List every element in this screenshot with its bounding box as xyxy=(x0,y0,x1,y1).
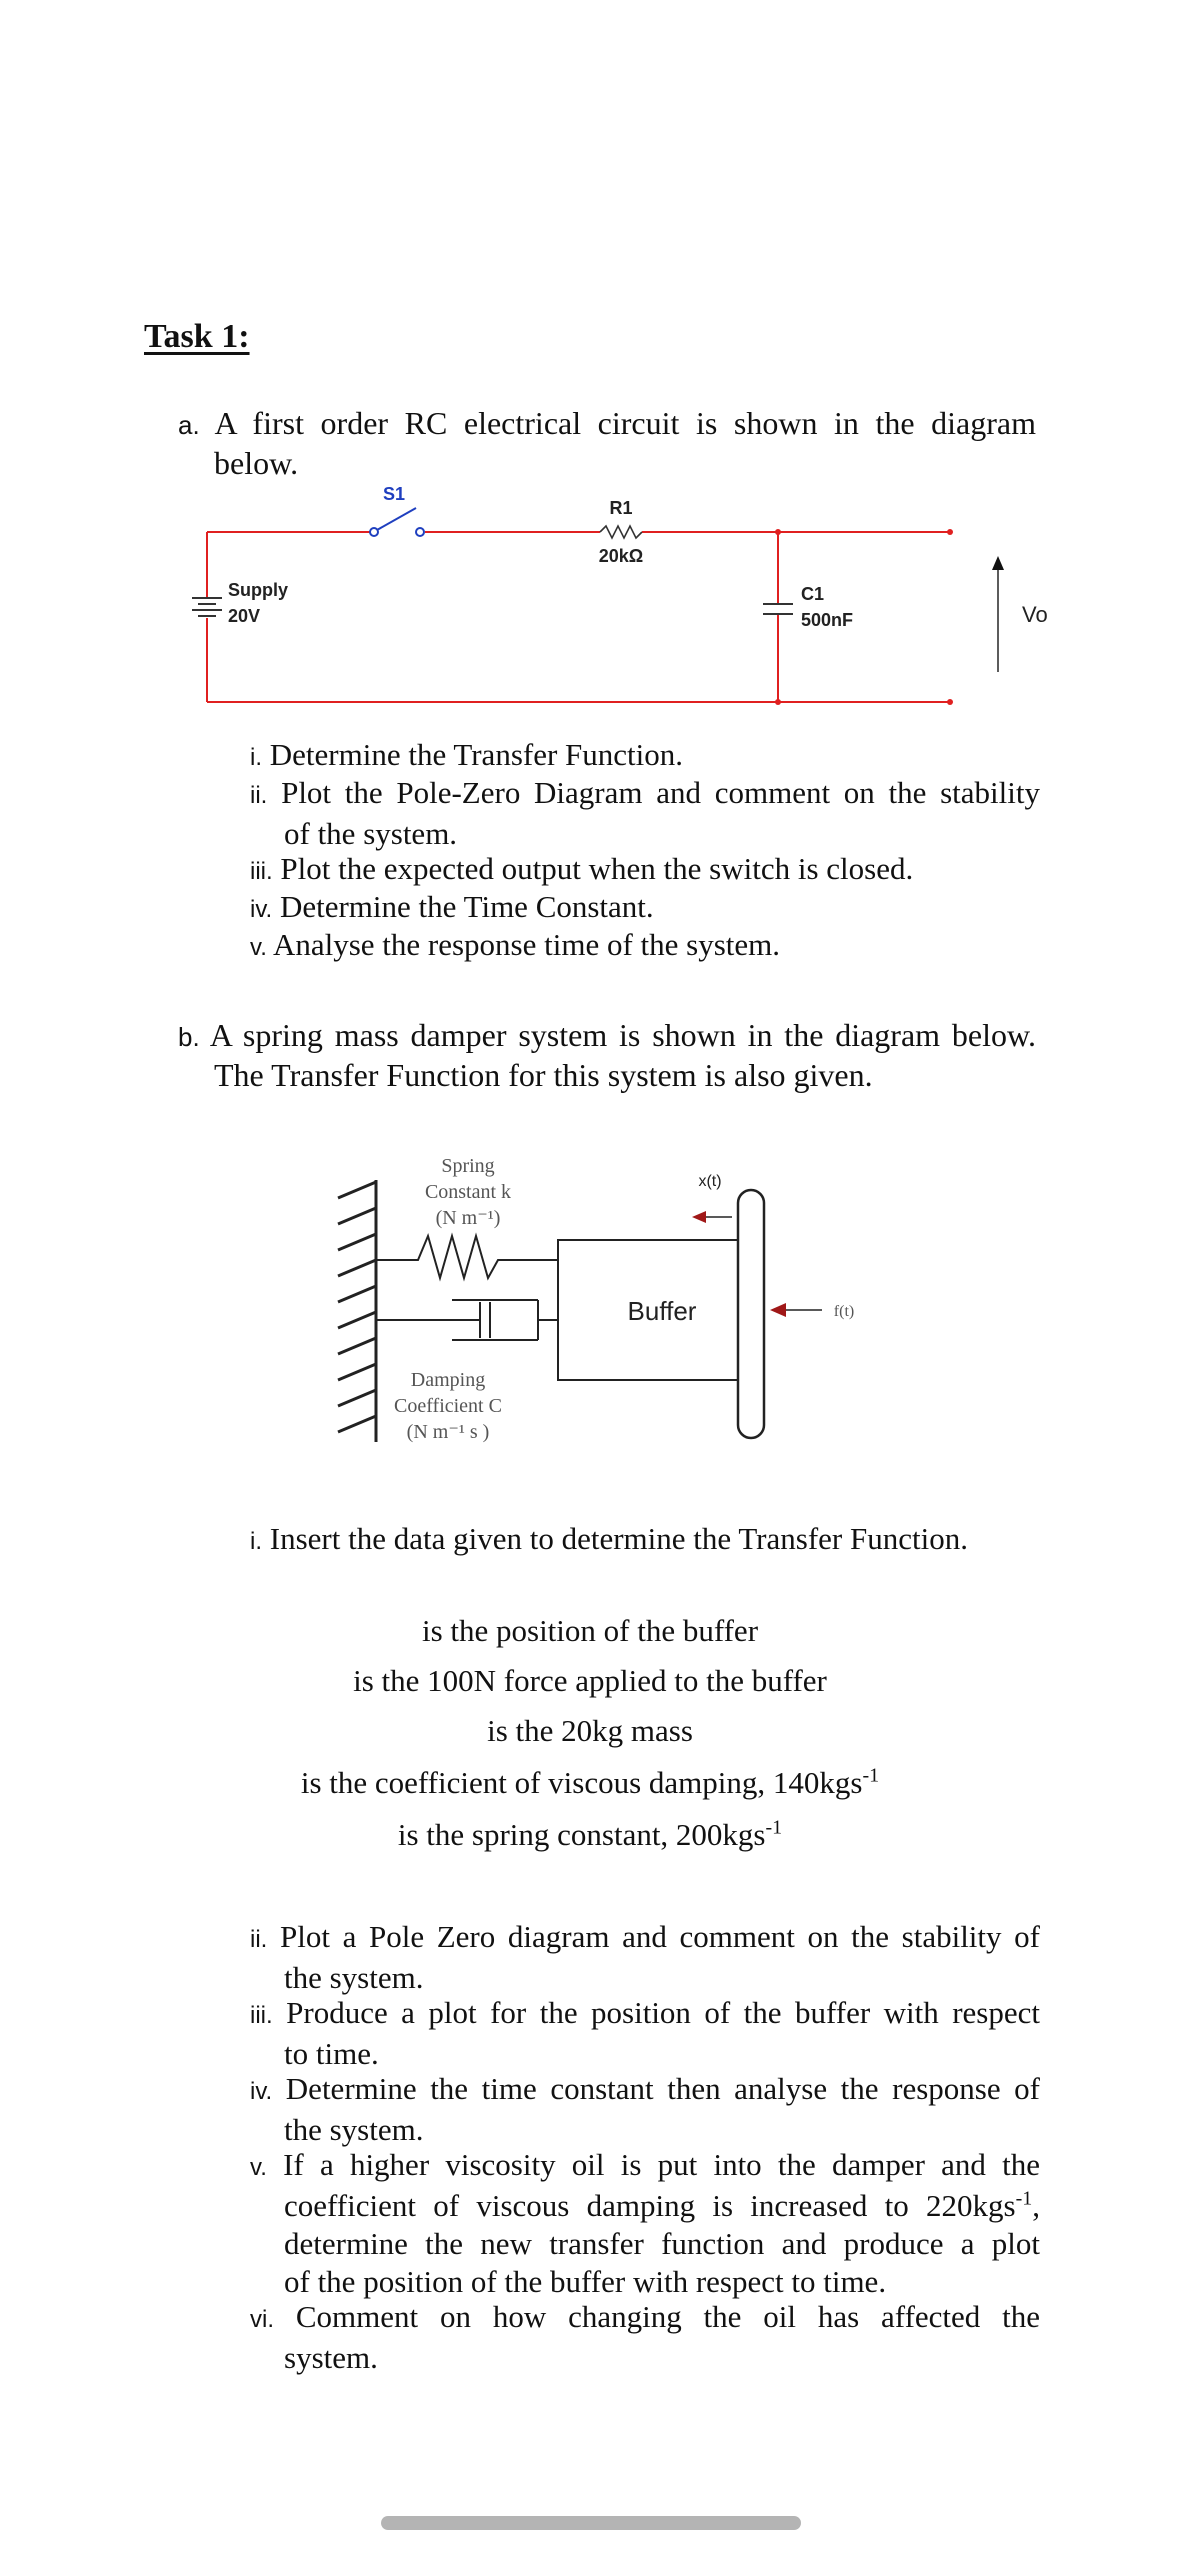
question-text-cont: to time. xyxy=(284,2036,379,2071)
question-text-cont: of the position of the buffer with respect to time. xyxy=(284,2264,887,2299)
wall-hatching xyxy=(338,1182,376,1432)
part-b-question-2 xyxy=(250,1918,1040,1997)
part-a-intro-line1: A first order RC electrical circuit is shown in the diagram xyxy=(214,405,1037,441)
question-text: Produce a plot for the position of the buffer with respect xyxy=(286,1995,1041,2030)
definition-superscript: -1 xyxy=(765,1816,783,1839)
question-text-cont: system. xyxy=(284,2340,378,2375)
question-text-cont: the system. xyxy=(284,2112,424,2147)
damping-label-line2: Coefficient C xyxy=(394,1395,502,1417)
node-top xyxy=(775,529,781,535)
definition-position xyxy=(140,1612,1040,1650)
question-text: Determine the Transfer Function. xyxy=(269,737,684,772)
battery-supply xyxy=(192,598,222,616)
part-a-question-1 xyxy=(250,736,1040,777)
part-a-question-5 xyxy=(250,926,1040,967)
question-number: v. xyxy=(250,934,267,961)
definition-mass xyxy=(140,1712,1040,1750)
capacitor-c1 xyxy=(763,604,793,614)
part-b-question-4 xyxy=(250,2070,1040,2149)
spring-units: (N m⁻¹) xyxy=(435,1207,501,1229)
resistor-value: 20kΩ xyxy=(598,546,644,566)
definition-spring xyxy=(140,1816,1040,1854)
question-number: i. xyxy=(250,744,262,771)
part-a-intro-line2: below. xyxy=(214,445,299,481)
resistor-r1 xyxy=(600,526,642,538)
vo-arrow-head xyxy=(992,556,1004,570)
supply-label: Supply xyxy=(228,580,289,600)
question-text: Analyse the response time of the system. xyxy=(272,927,781,962)
question-number: iv. xyxy=(250,2078,273,2105)
question-text: Plot a Pole Zero diagram and comment on the stability of xyxy=(279,1919,1040,1954)
mass-label: Buffer xyxy=(627,1296,697,1326)
question-text: If a higher viscosity oil is put into the damper and the xyxy=(283,2147,1040,2182)
question-number: iv. xyxy=(250,896,273,923)
question-text-cont: determine the new transfer function and produce a plot xyxy=(284,2226,1040,2261)
capacitor-label: C1 xyxy=(801,584,825,604)
question-superscript: -1 xyxy=(1015,2187,1033,2210)
buffer-plate xyxy=(738,1190,764,1438)
part-a-letter: a. xyxy=(178,410,200,440)
terminal-top xyxy=(947,529,953,535)
question-text: Determine the time constant then analyse the response of xyxy=(285,2071,1040,2106)
output-label: Vo xyxy=(1022,602,1048,627)
question-number: vi. xyxy=(250,2306,274,2333)
definition-text: is the spring constant, 200kgs xyxy=(397,1817,766,1852)
definition-force xyxy=(140,1662,1040,1700)
switch-s1 xyxy=(370,508,424,536)
node-bottom xyxy=(775,699,781,705)
position-arrow-head xyxy=(692,1211,706,1223)
question-text: Determine the Time Constant. xyxy=(279,889,654,924)
question-text: Plot the expected output when the switch is closed. xyxy=(280,851,914,886)
question-number: ii. xyxy=(250,1926,268,1953)
question-number: i. xyxy=(250,1528,262,1555)
question-text: Comment on how changing the oil has affected the xyxy=(295,2299,1041,2334)
damping-units: (N m⁻¹ s ) xyxy=(406,1421,490,1443)
question-number: v. xyxy=(250,2154,267,2181)
part-b-question-1 xyxy=(250,1520,1040,1561)
task-title: Task 1: xyxy=(144,318,250,355)
question-number: iii. xyxy=(250,858,273,885)
part-a-question-4 xyxy=(250,888,1040,929)
part-b-intro-line2: The Transfer Function for this system is also given. xyxy=(214,1057,873,1093)
part-a-question-2 xyxy=(250,774,1040,853)
capacitor-value: 500nF xyxy=(801,610,854,630)
part-b-intro xyxy=(178,1016,1036,1094)
part-b-question-3 xyxy=(250,1994,1040,2073)
damping-label-line1: Damping xyxy=(410,1369,486,1391)
question-punctuation: , xyxy=(1032,2188,1040,2223)
home-indicator[interactable] xyxy=(381,2516,801,2530)
question-text-cont: of the system. xyxy=(284,816,458,851)
question-text: Insert the data given to determine the Transfer Function. xyxy=(269,1521,968,1556)
force-arrow-head xyxy=(770,1303,786,1317)
part-b-question-6 xyxy=(250,2298,1040,2377)
definition-damping xyxy=(140,1764,1040,1802)
definition-text: is the coefficient of viscous damping, 140kgs xyxy=(300,1765,863,1800)
position-label: x(t) xyxy=(698,1173,722,1190)
force-label: f(t) xyxy=(833,1303,855,1320)
spring xyxy=(376,1236,558,1278)
definition-text: is the 100N force applied to the buffer xyxy=(353,1663,827,1698)
switch-label: S1 xyxy=(383,484,406,504)
question-number: iii. xyxy=(250,2002,273,2029)
definition-text: is the 20kg mass xyxy=(487,1713,693,1748)
part-b-question-5 xyxy=(250,2146,1040,2301)
question-number: ii. xyxy=(250,782,268,809)
question-text-cont: the system. xyxy=(284,1960,424,1995)
terminal-bottom xyxy=(947,699,953,705)
question-text: Plot the Pole-Zero Diagram and comment on the stability xyxy=(281,775,1041,810)
definition-superscript: -1 xyxy=(862,1764,880,1787)
damper xyxy=(376,1300,558,1340)
supply-value: 20V xyxy=(228,606,261,626)
resistor-label: R1 xyxy=(609,498,633,518)
definition-text: is the position of the buffer xyxy=(421,1613,759,1648)
part-b-intro-line1: A spring mass damper system is shown in the diagram below. xyxy=(209,1017,1037,1053)
spring-mass-damper-diagram xyxy=(320,1140,940,1460)
part-b-letter: b. xyxy=(178,1022,200,1052)
rc-circuit-diagram xyxy=(180,470,1048,710)
spring-label-line1: Spring xyxy=(441,1155,495,1177)
spring-label-line2: Constant k xyxy=(424,1181,512,1203)
question-text-cont: coefficient of viscous damping is increased to 220kgs xyxy=(284,2188,1016,2223)
part-a-question-3 xyxy=(250,850,1040,891)
